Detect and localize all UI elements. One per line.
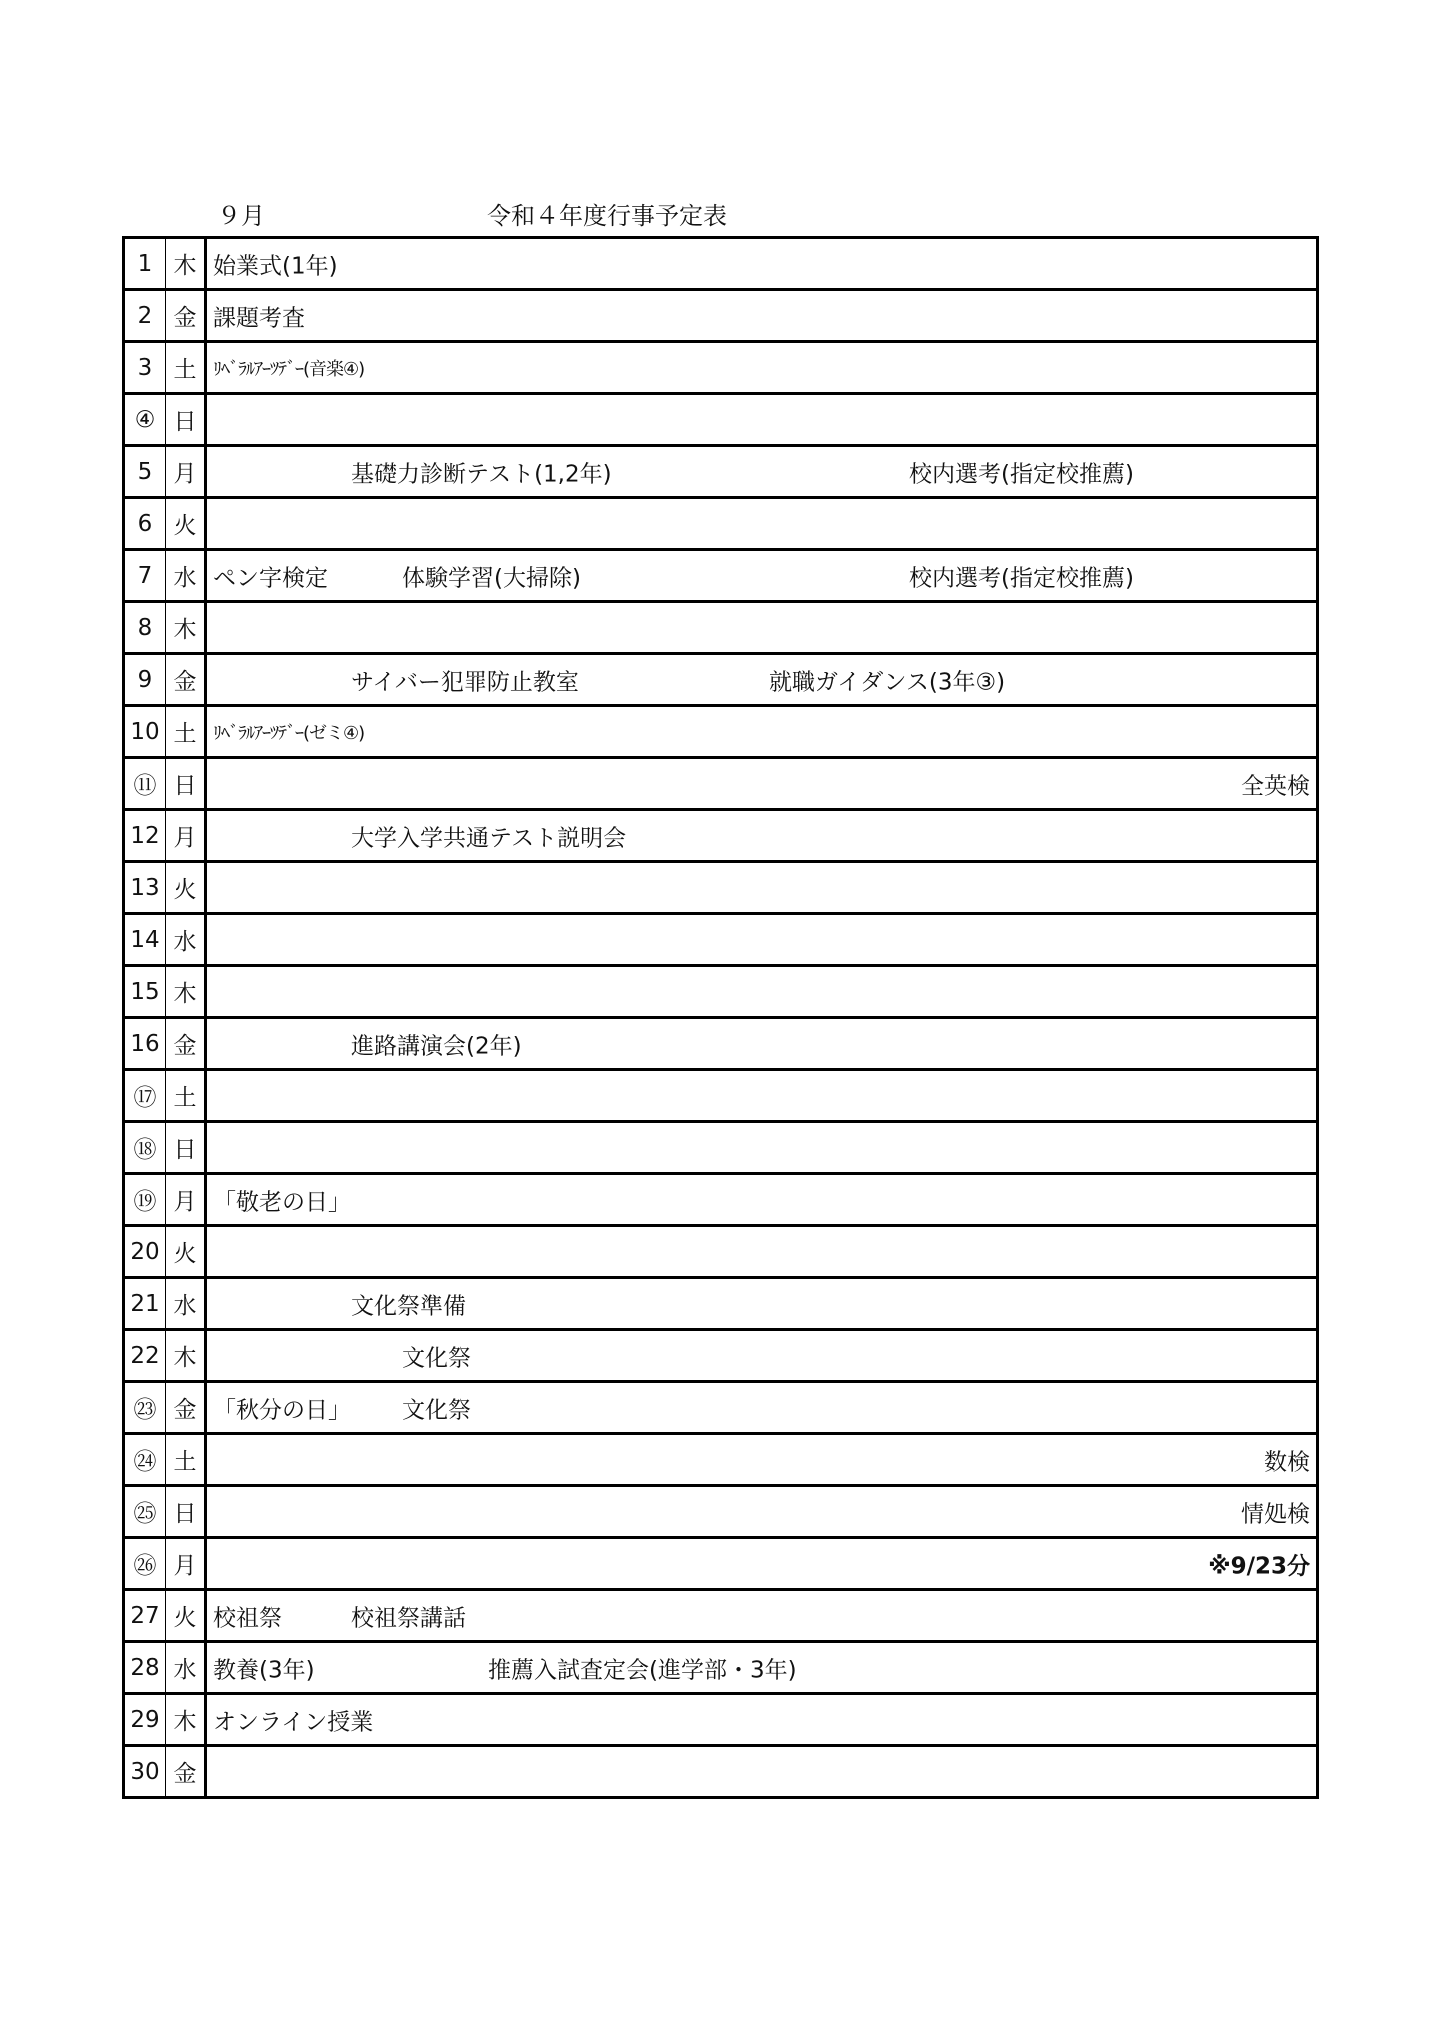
events-cell bbox=[206, 810, 1318, 862]
event-text: 文化祭 bbox=[402, 1345, 471, 1371]
event-text: 校祖祭講話 bbox=[351, 1605, 466, 1631]
events-cell bbox=[206, 1642, 1318, 1694]
day-number: 6 bbox=[124, 498, 166, 550]
day-number: 16 bbox=[124, 1018, 166, 1070]
event-text: 大学入学共通テスト説明会 bbox=[351, 825, 627, 851]
schedule-row bbox=[124, 758, 1318, 810]
day-of-week: 土 bbox=[166, 342, 206, 394]
day-of-week: 日 bbox=[166, 394, 206, 446]
day-number: 21 bbox=[124, 1278, 166, 1330]
schedule-row bbox=[124, 1174, 1318, 1226]
schedule-row bbox=[124, 1434, 1318, 1486]
day-number: ㉖ bbox=[124, 1538, 166, 1590]
events-cell bbox=[206, 1018, 1318, 1070]
events-cell bbox=[206, 498, 1318, 550]
day-number: ㉔ bbox=[124, 1434, 166, 1486]
events-cell bbox=[206, 1538, 1318, 1590]
schedule-row bbox=[124, 862, 1318, 914]
day-number: 27 bbox=[124, 1590, 166, 1642]
day-number: ⑱ bbox=[124, 1122, 166, 1174]
schedule-row bbox=[124, 238, 1318, 290]
event-text: 就職ガイダンス(3年③) bbox=[769, 669, 1006, 695]
event-text: 情処検 bbox=[1241, 1501, 1310, 1527]
event-text: 始業式(1年) bbox=[213, 253, 338, 279]
event-text: 校内選考(指定校推薦) bbox=[909, 461, 1134, 487]
schedule-row bbox=[124, 290, 1318, 342]
day-of-week: 火 bbox=[166, 1590, 206, 1642]
schedule-row bbox=[124, 1122, 1318, 1174]
schedule-row bbox=[124, 498, 1318, 550]
schedule-row bbox=[124, 1018, 1318, 1070]
day-number: 9 bbox=[124, 654, 166, 706]
day-of-week: 日 bbox=[166, 1122, 206, 1174]
events-cell bbox=[206, 966, 1318, 1018]
events-cell bbox=[206, 1226, 1318, 1278]
events-cell bbox=[206, 550, 1318, 602]
day-number: 10 bbox=[124, 706, 166, 758]
events-cell bbox=[206, 1278, 1318, 1330]
day-of-week: 木 bbox=[166, 1330, 206, 1382]
events-cell bbox=[206, 290, 1318, 342]
page-header bbox=[0, 196, 1433, 228]
day-number: 20 bbox=[124, 1226, 166, 1278]
events-cell bbox=[206, 1434, 1318, 1486]
event-schedule-table bbox=[122, 236, 1319, 1799]
schedule-row bbox=[124, 706, 1318, 758]
event-text: 校内選考(指定校推薦) bbox=[909, 565, 1134, 591]
day-of-week: 金 bbox=[166, 1382, 206, 1434]
day-of-week: 水 bbox=[166, 550, 206, 602]
events-cell bbox=[206, 446, 1318, 498]
event-text: 基礎力診断テスト(1,2年) bbox=[351, 461, 612, 487]
events-cell bbox=[206, 238, 1318, 290]
day-of-week: 木 bbox=[166, 602, 206, 654]
day-number: 13 bbox=[124, 862, 166, 914]
events-cell bbox=[206, 602, 1318, 654]
day-number: 15 bbox=[124, 966, 166, 1018]
event-text: 教養(3年) bbox=[213, 1657, 315, 1683]
schedule-row bbox=[124, 1486, 1318, 1538]
day-of-week: 金 bbox=[166, 654, 206, 706]
day-number: 2 bbox=[124, 290, 166, 342]
day-of-week: 月 bbox=[166, 446, 206, 498]
schedule-row bbox=[124, 342, 1318, 394]
event-text: サイバー犯罪防止教室 bbox=[351, 669, 579, 695]
day-number: 5 bbox=[124, 446, 166, 498]
schedule-row bbox=[124, 1746, 1318, 1798]
schedule-row bbox=[124, 1330, 1318, 1382]
day-number: 14 bbox=[124, 914, 166, 966]
events-cell bbox=[206, 1746, 1318, 1798]
events-cell bbox=[206, 1174, 1318, 1226]
events-cell bbox=[206, 1330, 1318, 1382]
day-of-week: 月 bbox=[166, 1174, 206, 1226]
day-number: ㉓ bbox=[124, 1382, 166, 1434]
event-text: 全英検 bbox=[1241, 773, 1310, 799]
event-text: 文化祭 bbox=[402, 1397, 471, 1423]
day-of-week: 木 bbox=[166, 1694, 206, 1746]
day-of-week: 日 bbox=[166, 1486, 206, 1538]
day-of-week: 木 bbox=[166, 966, 206, 1018]
schedule-row bbox=[124, 1538, 1318, 1590]
event-text: 文化祭準備 bbox=[351, 1293, 466, 1319]
schedule-row bbox=[124, 550, 1318, 602]
events-cell bbox=[206, 1382, 1318, 1434]
day-of-week: 火 bbox=[166, 862, 206, 914]
schedule-row bbox=[124, 602, 1318, 654]
day-of-week: 水 bbox=[166, 914, 206, 966]
day-of-week: 土 bbox=[166, 706, 206, 758]
day-number: 8 bbox=[124, 602, 166, 654]
day-of-week: 月 bbox=[166, 810, 206, 862]
event-text: オンライン授業 bbox=[213, 1709, 374, 1735]
day-number: ⑪ bbox=[124, 758, 166, 810]
schedule-row bbox=[124, 914, 1318, 966]
event-text: ペン字検定 bbox=[213, 565, 328, 591]
event-text: 推薦入試査定会(進学部・3年) bbox=[488, 1657, 797, 1683]
events-cell bbox=[206, 1694, 1318, 1746]
events-cell bbox=[206, 706, 1318, 758]
day-of-week: 月 bbox=[166, 1538, 206, 1590]
event-text: 「敬老の日」 bbox=[213, 1189, 351, 1215]
event-text: ﾘﾍﾞﾗﾙｱｰﾂﾃﾞｰ(ゼミ④) bbox=[213, 722, 365, 744]
events-cell bbox=[206, 862, 1318, 914]
day-number: 29 bbox=[124, 1694, 166, 1746]
event-text: ﾘﾍﾞﾗﾙｱｰﾂﾃﾞｰ(音楽④) bbox=[213, 358, 365, 380]
day-number: 1 bbox=[124, 238, 166, 290]
day-of-week: 火 bbox=[166, 498, 206, 550]
day-of-week: 火 bbox=[166, 1226, 206, 1278]
schedule-row bbox=[124, 1070, 1318, 1122]
event-text: 課題考査 bbox=[213, 305, 305, 331]
day-number: ④ bbox=[124, 394, 166, 446]
day-number: 3 bbox=[124, 342, 166, 394]
day-of-week: 土 bbox=[166, 1070, 206, 1122]
event-text: 進路講演会(2年) bbox=[351, 1033, 522, 1059]
events-cell bbox=[206, 1590, 1318, 1642]
events-cell bbox=[206, 342, 1318, 394]
event-text: 校祖祭 bbox=[213, 1605, 282, 1631]
day-number: 30 bbox=[124, 1746, 166, 1798]
schedule-row bbox=[124, 1642, 1318, 1694]
schedule-body bbox=[124, 238, 1318, 1798]
month-label: ９月 bbox=[217, 202, 265, 230]
schedule-row bbox=[124, 810, 1318, 862]
day-of-week: 水 bbox=[166, 1642, 206, 1694]
events-cell bbox=[206, 1122, 1318, 1174]
page-title: 令和４年度行事予定表 bbox=[487, 202, 727, 230]
schedule-row bbox=[124, 966, 1318, 1018]
day-number: 12 bbox=[124, 810, 166, 862]
events-cell bbox=[206, 1486, 1318, 1538]
events-cell bbox=[206, 654, 1318, 706]
event-text: 「秋分の日」 bbox=[213, 1397, 351, 1423]
event-text: 数検 bbox=[1264, 1449, 1310, 1475]
schedule-row bbox=[124, 1694, 1318, 1746]
day-number: ㉕ bbox=[124, 1486, 166, 1538]
day-of-week: 水 bbox=[166, 1278, 206, 1330]
day-number: ⑰ bbox=[124, 1070, 166, 1122]
schedule-row bbox=[124, 1382, 1318, 1434]
schedule-row bbox=[124, 446, 1318, 498]
events-cell bbox=[206, 914, 1318, 966]
event-text: ※9/23分 bbox=[1208, 1553, 1310, 1579]
day-of-week: 金 bbox=[166, 1746, 206, 1798]
day-of-week: 木 bbox=[166, 238, 206, 290]
schedule-row bbox=[124, 1226, 1318, 1278]
day-number: ⑲ bbox=[124, 1174, 166, 1226]
day-number: 7 bbox=[124, 550, 166, 602]
day-number: 28 bbox=[124, 1642, 166, 1694]
event-text: 体験学習(大掃除) bbox=[402, 565, 581, 591]
schedule-row bbox=[124, 1590, 1318, 1642]
schedule-row bbox=[124, 654, 1318, 706]
events-cell bbox=[206, 1070, 1318, 1122]
day-of-week: 金 bbox=[166, 290, 206, 342]
schedule-row bbox=[124, 1278, 1318, 1330]
day-of-week: 土 bbox=[166, 1434, 206, 1486]
events-cell bbox=[206, 758, 1318, 810]
day-of-week: 金 bbox=[166, 1018, 206, 1070]
events-cell bbox=[206, 394, 1318, 446]
day-of-week: 日 bbox=[166, 758, 206, 810]
schedule-row bbox=[124, 394, 1318, 446]
day-number: 22 bbox=[124, 1330, 166, 1382]
